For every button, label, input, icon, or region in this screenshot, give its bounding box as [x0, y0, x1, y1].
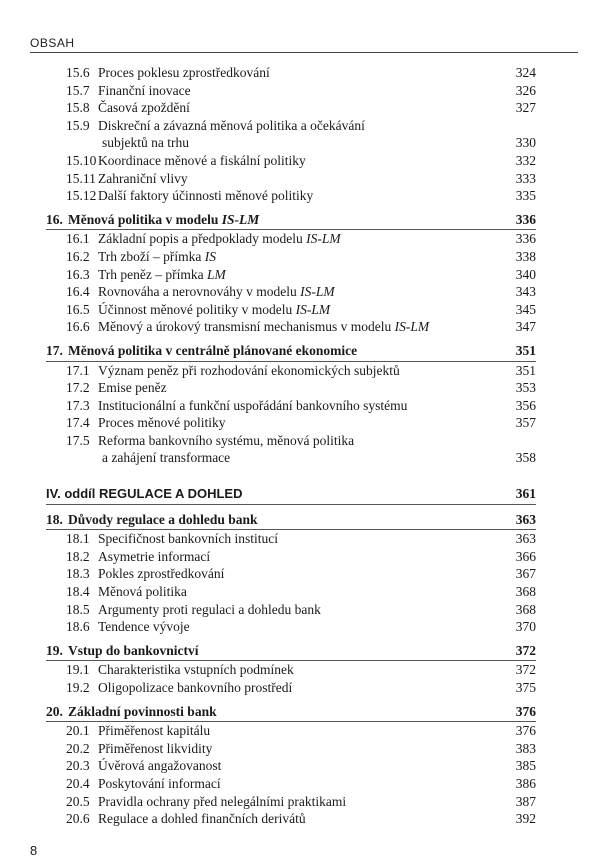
- entry-page: 363: [515, 511, 536, 527]
- entry-title: Trh zboží – přímka IS: [98, 248, 216, 264]
- entry-number: 17.4: [66, 415, 90, 431]
- entry-title: Specifičnost bankovních institucí: [98, 531, 278, 547]
- entry-page: 376: [515, 723, 536, 739]
- toc-entry: [46, 248, 536, 266]
- entry-page: 340: [515, 266, 536, 282]
- entry-number: 20.4: [66, 775, 90, 791]
- entry-number: 17.5: [66, 432, 90, 448]
- entry-page: 372: [515, 642, 536, 658]
- toc-entry: [46, 775, 536, 793]
- entry-number: 16.: [46, 211, 63, 227]
- entry-page: 351: [515, 362, 536, 378]
- entry-page: 326: [515, 82, 536, 98]
- toc-chapter: [46, 342, 536, 360]
- entry-title: Měnová politika: [98, 584, 187, 600]
- entry-number: 15.9: [66, 117, 90, 133]
- entry-title: Institucionální a funkční uspořádání bankovního systému: [98, 397, 408, 413]
- entry-title: Emise peněz: [98, 380, 167, 396]
- toc-entry: [46, 283, 536, 301]
- entry-number: 18.4: [66, 584, 90, 600]
- entry-page: 358: [515, 450, 536, 466]
- entry-page: 333: [515, 170, 536, 186]
- entry-title: a zahájení transformace: [102, 450, 231, 466]
- toc-chapter: [46, 703, 536, 721]
- entry-title: Finanční inovace: [98, 82, 191, 98]
- entry-number: 18.5: [66, 601, 90, 617]
- entry-page: 357: [515, 415, 536, 431]
- toc-chapter: [46, 211, 536, 229]
- toc-chapter: [46, 642, 536, 660]
- entry-page: 385: [515, 758, 536, 774]
- entry-title: Měnová politika v centrálně plánované ekonomice: [68, 342, 358, 358]
- toc-entry: [46, 679, 536, 697]
- entry-number: 16.1: [66, 231, 90, 247]
- entry-page: 338: [515, 248, 536, 264]
- entry-title: Tendence vývoje: [98, 619, 190, 635]
- toc-entry: [46, 99, 536, 117]
- entry-number: 16.5: [66, 301, 90, 317]
- toc-entry: [46, 362, 536, 380]
- entry-number: 20.5: [66, 793, 90, 809]
- toc-entry: [46, 530, 536, 548]
- toc-entry: [46, 397, 536, 415]
- entry-page: 332: [515, 152, 536, 168]
- entry-title: Rovnováha a nerovnováhy v modelu IS-LM: [98, 284, 335, 300]
- toc-entry: [46, 134, 536, 152]
- entry-number: 18.: [46, 511, 63, 527]
- entry-title: Regulace a dohled finančních derivátů: [98, 811, 306, 827]
- entry-page: 366: [515, 548, 536, 564]
- entry-page: 372: [515, 662, 536, 678]
- entry-title: Časová zpoždění: [98, 100, 190, 116]
- entry-page: 356: [515, 397, 536, 413]
- toc-entry: [46, 618, 536, 636]
- entry-title: Přiměřenost likvidity: [98, 740, 213, 756]
- toc-entry: [46, 793, 536, 811]
- toc-entry: [46, 548, 536, 566]
- entry-number: 17.2: [66, 380, 90, 396]
- entry-title: subjektů na trhu: [102, 135, 189, 151]
- toc-entry: [46, 661, 536, 679]
- toc-entry: [46, 187, 536, 205]
- entry-title: Proces měnové politiky: [98, 415, 226, 431]
- entry-page: 375: [515, 680, 536, 695]
- entry-page: 347: [515, 319, 536, 335]
- table-of-contents: [46, 64, 536, 828]
- entry-number: 18.3: [66, 566, 90, 582]
- entry-number: 20.: [46, 703, 63, 719]
- toc-entry: [46, 170, 536, 188]
- entry-title: Poskytování informací: [98, 775, 221, 791]
- toc-entry: [46, 301, 536, 319]
- entry-title: Diskreční a závazná měnová politika a očekávání: [98, 117, 365, 133]
- entry-page: 330: [515, 135, 536, 151]
- toc-entry: [46, 230, 536, 248]
- entry-title: Reforma bankovního systému, měnová politika: [98, 432, 355, 448]
- toc-entry: [46, 318, 536, 336]
- entry-number: 20.3: [66, 758, 90, 774]
- toc-entry: [46, 64, 536, 82]
- entry-page: 363: [515, 531, 536, 547]
- entry-title: Vstup do bankovnictví: [68, 642, 199, 658]
- entry-page: 324: [515, 65, 536, 80]
- entry-number: 15.8: [66, 100, 90, 116]
- entry-title: Přiměřenost kapitálu: [98, 723, 211, 739]
- entry-title: Argumenty proti regulaci a dohledu bank: [98, 601, 321, 617]
- entry-page: 370: [515, 619, 536, 635]
- header-rule: [30, 52, 578, 53]
- entry-title: Význam peněz při rozhodování ekonomických subjektů: [98, 362, 400, 378]
- entry-title: IV. oddíl REGULACE A DOHLED: [46, 486, 243, 502]
- entry-page: 376: [515, 703, 536, 719]
- toc-entry: [46, 757, 536, 775]
- toc-entry: [46, 117, 536, 135]
- entry-page: 387: [515, 793, 536, 809]
- toc-entry: [46, 565, 536, 583]
- toc-entry: [46, 740, 536, 758]
- entry-page: 367: [515, 566, 536, 582]
- entry-number: 19.: [46, 642, 63, 658]
- entry-page: 336: [515, 231, 536, 247]
- entry-title: Základní popis a předpoklady modelu IS-LM: [98, 231, 341, 247]
- toc-entry: [46, 449, 536, 467]
- entry-number: 19.2: [66, 680, 90, 695]
- entry-title: Úvěrová angažovanost: [98, 758, 222, 774]
- toc-entry: [46, 810, 536, 828]
- entry-number: 19.1: [66, 662, 90, 678]
- entry-number: 17.: [46, 342, 63, 358]
- toc-entry: [46, 379, 536, 397]
- entry-number: 17.1: [66, 362, 90, 378]
- entry-page: 345: [515, 301, 536, 317]
- entry-page: 383: [515, 740, 536, 756]
- entry-page: 368: [515, 601, 536, 617]
- entry-number: 15.7: [66, 82, 90, 98]
- entry-number: 15.12: [66, 188, 97, 204]
- entry-page: 368: [515, 584, 536, 600]
- entry-title: Charakteristika vstupních podmínek: [98, 662, 294, 678]
- entry-number: 17.3: [66, 397, 90, 413]
- entry-number: 15.11: [66, 170, 96, 186]
- toc-entry: [46, 82, 536, 100]
- entry-number: 20.1: [66, 723, 90, 739]
- entry-page: 327: [515, 100, 536, 116]
- toc-entry: [46, 722, 536, 740]
- toc-chapter: [46, 511, 536, 529]
- entry-number: 16.2: [66, 248, 90, 264]
- entry-title: Měnová politika v modelu IS-LM: [68, 211, 260, 227]
- entry-title: Pravidla ochrany před nelegálními praktikami: [98, 793, 347, 809]
- entry-page: 343: [515, 284, 536, 300]
- entry-number: 18.6: [66, 619, 90, 635]
- entry-title: Proces poklesu zprostředkování: [98, 65, 270, 80]
- entry-page: 351: [515, 342, 536, 358]
- entry-page: 392: [515, 811, 536, 827]
- toc-entry: [46, 152, 536, 170]
- entry-page: 336: [515, 211, 536, 227]
- entry-number: 16.4: [66, 284, 90, 300]
- entry-number: 15.6: [66, 65, 90, 80]
- entry-page: 361: [515, 486, 536, 502]
- entry-title: Další faktory účinnosti měnové politiky: [98, 188, 314, 204]
- entry-title: Pokles zprostředkování: [98, 566, 225, 582]
- chapter-rule: [46, 504, 536, 505]
- entry-number: 15.10: [66, 152, 97, 168]
- entry-number: 20.6: [66, 811, 90, 827]
- toc-section: [46, 485, 536, 503]
- entry-page: 335: [515, 188, 536, 204]
- entry-number: 16.6: [66, 319, 90, 335]
- entry-title: Koordinace měnové a fiskální politiky: [98, 152, 306, 168]
- toc-entry: [46, 432, 536, 450]
- entry-number: 18.1: [66, 531, 90, 547]
- entry-title: Asymetrie informací: [98, 548, 211, 564]
- entry-title: Trh peněz – přímka LM: [98, 266, 226, 282]
- entry-number: 18.2: [66, 548, 90, 564]
- entry-title: Důvody regulace a dohledu bank: [68, 511, 258, 527]
- entry-title: Měnový a úrokový transmisní mechanismus v modelu IS-LM: [98, 319, 430, 335]
- page-number: 8: [30, 843, 38, 858]
- running-header: OBSAH: [30, 36, 75, 50]
- entry-title: Zahraniční vlivy: [98, 170, 188, 186]
- toc-entry: [46, 266, 536, 284]
- toc-entry: [46, 601, 536, 619]
- toc-entry: [46, 583, 536, 601]
- entry-page: 353: [515, 380, 536, 396]
- entry-number: 16.3: [66, 266, 90, 282]
- entry-title: Účinnost měnové politiky v modelu IS-LM: [98, 301, 331, 317]
- entry-title: Základní povinnosti bank: [68, 703, 217, 719]
- entry-number: 20.2: [66, 740, 90, 756]
- toc-entry: [46, 414, 536, 432]
- entry-page: 386: [515, 775, 536, 791]
- entry-title: Oligopolizace bankovního prostředí: [98, 680, 293, 695]
